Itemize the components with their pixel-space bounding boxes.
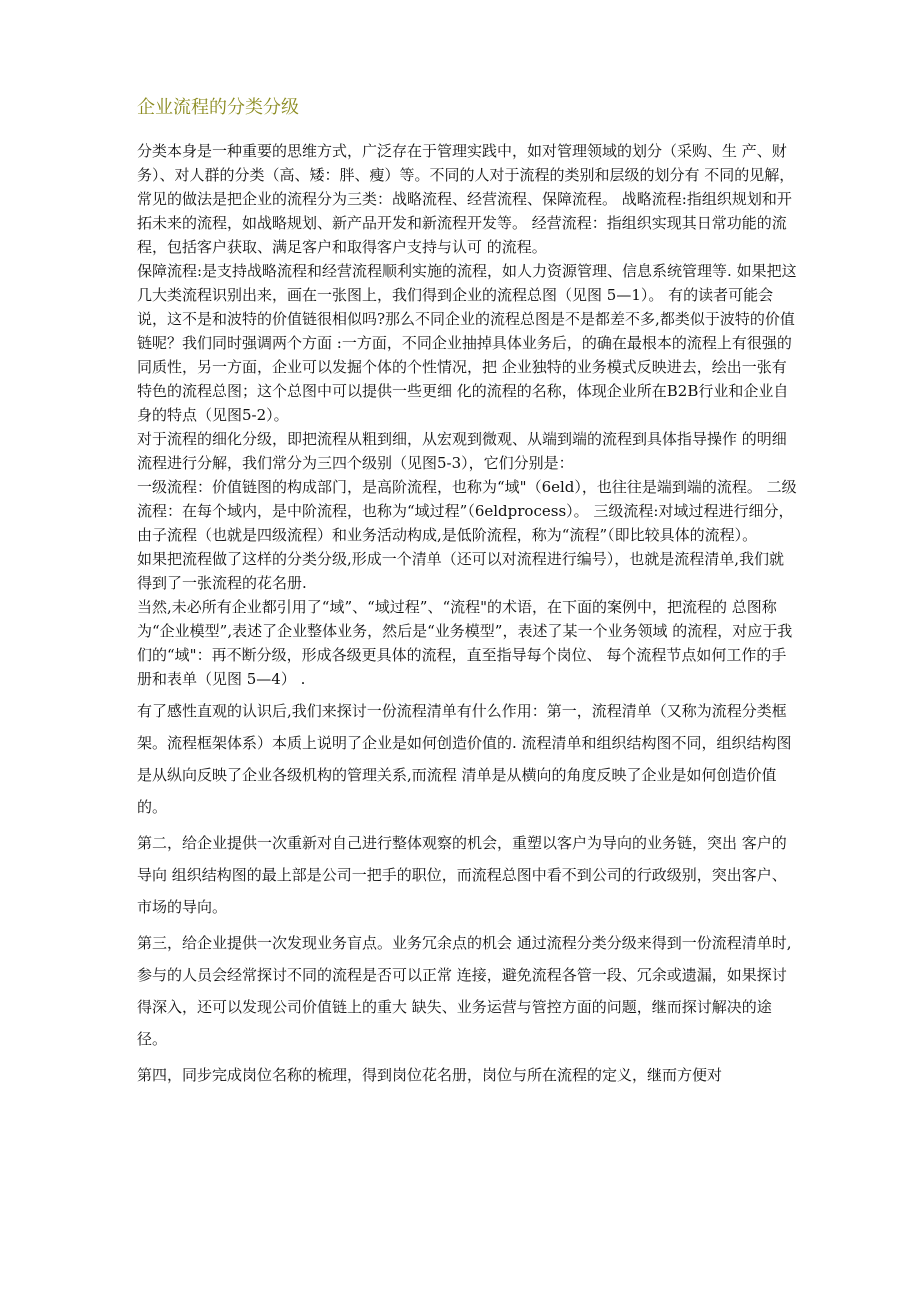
paragraph-first-benefit: 有了感性直观的认识后,我们来探讨一份流程清单有什么作用：第一，流程清单（又称为流程分类框架。流程框架体系）本质上说明了企业是如何创造价值的. 流程清单和组织结构图不同，组织结构图是从纵向反映了企业各级机构的管理关系,而流程 清单是从横向的角度反映了企业是如何创造价值的。 [137, 702, 792, 816]
paragraph-third-benefit: 第三，给企业提供一次发现业务盲点。业务冗余点的机会 通过流程分类分级来得到一份流程清单时,参与的人员会经常探讨不同的流程是否可以正常 连接，避免流程各管一段、冗余或遗漏，如果探讨得深入，还可以发现公司价值链上的重大 缺失、业务运营与管控方面的问题，继而探讨解决的途径。 [137, 934, 792, 1048]
paragraph-fourth-benefit: 第四，同步完成岗位名称的梳理，得到岗位花名册，岗位与所在流程的定义，继而方便对 [137, 1066, 723, 1084]
paragraph-level-definitions: 一级流程：价值链图的构成部门，是高阶流程，也称为“域"（6eld），也往往是端到端的流程。 二级流程：在每个域内，是中阶流程，也称为“域过程”（6eldprocess）。 三级流程:对域过程进行细分，由子流程（也就是四级流程）和业务活动构成,是低阶流程，称为“流程”（即比较具体的流程）。 [137, 478, 797, 544]
document-title: 企业流程的分类分级 [137, 97, 299, 118]
document-page [137, 96, 797, 1091]
paragraph-process-list: 如果把流程做了这样的分类分级,形成一个清单（还可以对流程进行编号），也就是流程清单,我们就得到了一张流程的花名册. [137, 550, 785, 592]
paragraph-second-benefit: 第二，给企业提供一次重新对自己进行整体观察的机会，重塑以客户为导向的业务链，突出 客户的导向 组织结构图的最上部是公司一把手的职位，而流程总图中看不到公司的行政级别，突出客户、 市场的导向。 [137, 834, 787, 916]
paragraph-support-process: 保障流程:是支持战略流程和经营流程顺利实施的流程，如人力资源管理、信息系统管理等. 如果把这几大类流程识别出来，画在一张图上，我们得到企业的流程总图（见图 5—1）。 有的读者可能会说，这不是和波特的价值链很相似吗?那么不同企业的流程总图是不是都差不多,都类似于波特的价值链呢？我们同时强调两个方面 :一方面，不同企业抽掉具体业务后，的确在最根本的流程上有很强的同质性，另一方面，企业可以发掘个体的个性情况，把 企业独特的业务模式反映进去，绘出一张有特色的流程总图；这个总图中可以提供一些更细 化的流程的名称，体现企业所在B2B行业和企业自身的特点（见图5-2）。 [137, 262, 797, 424]
paragraph-process-levels: 对于流程的细化分级，即把流程从粗到细，从宏观到微观、从端到端的流程到具体指导操作 的明细流程进行分解，我们常分为三四个级别（见图5-3），它们分别是： [137, 430, 787, 472]
paragraph-terminology: 当然,未必所有企业都引用了“域”、“域过程”、“流程"的术语，在下面的案例中，把流程的 总图称为“企业模型”,表述了企业整体业务，然后是“业务模型”，表述了某一个业务领域 的流程，对应于我们的“域"：再不断分级，形成各级更具体的流程，直至指导每个岗位、 每个流程节点如何工作的手册和表单（见图 5—4） . [137, 598, 793, 688]
paragraph-classification-intro: 分类本身是一种重要的思维方式，广泛存在于管理实践中，如对管理领域的划分（采购、生 产、财务）、对人群的分类（高、矮：胖、瘦）等。不同的人对于流程的类别和层级的划分有 不同的见解，常见的做法是把企业的流程分为三类：战略流程、经营流程、保障流程。 战略流程:指组织规划和开拓未来的流程，如战略规划、新产品开发和新流程开发等。 经营流程：指组织实现其日常功能的流程，包括客户获取、满足客户和取得客户支持与认可 的流程。 [137, 142, 795, 256]
